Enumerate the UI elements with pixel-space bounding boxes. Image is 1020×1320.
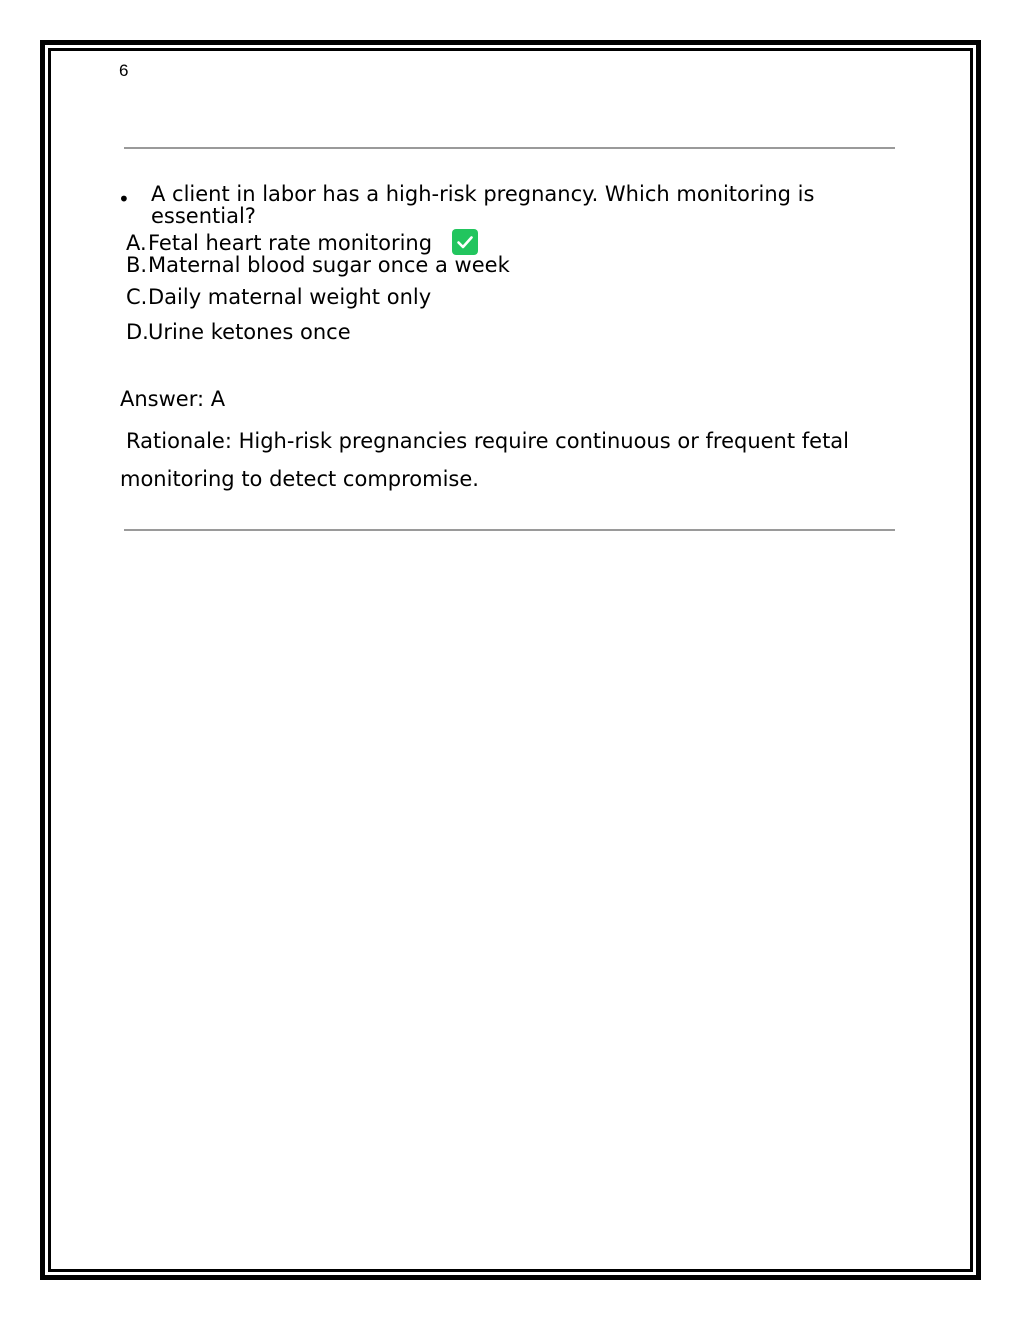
option-c-text: Daily maternal weight only — [148, 285, 432, 309]
rationale-text: Rationale: High-risk pregnancies require continuous or frequent fetal monitoring to detect compromise. — [120, 429, 850, 491]
option-c-letter: C. — [126, 285, 148, 309]
option-d — [126, 320, 351, 344]
question-text: A client in labor has a high-risk pregnancy. Which monitoring is essential? — [151, 182, 815, 228]
divider-top — [124, 147, 895, 149]
answer-line: Answer: A — [120, 387, 226, 411]
option-a — [126, 231, 433, 255]
bullet-icon: • — [118, 187, 130, 211]
option-d-letter: D. — [126, 320, 149, 344]
option-d-text: Urine ketones once — [148, 320, 351, 344]
option-a-letter: A. — [126, 231, 147, 255]
option-a-text: Fetal heart rate monitoring — [148, 231, 433, 255]
page-number: 6 — [119, 61, 129, 80]
check-mark-icon — [452, 229, 478, 255]
option-b — [126, 253, 510, 277]
divider-bottom — [124, 529, 895, 531]
option-c — [126, 285, 432, 309]
option-b-text: Maternal blood sugar once a week — [148, 253, 510, 277]
option-b-letter: B. — [126, 253, 148, 277]
